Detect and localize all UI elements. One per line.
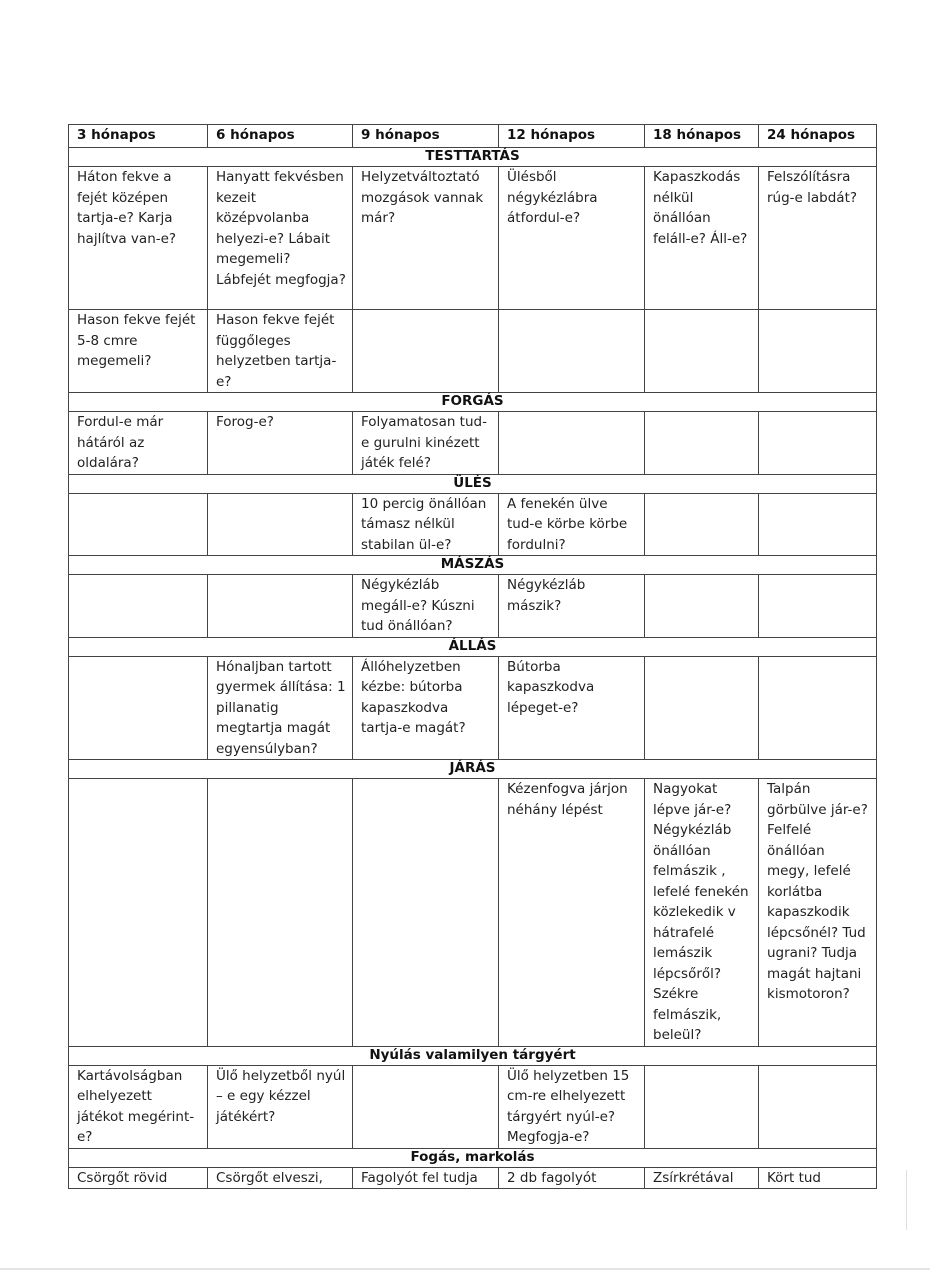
table-cell: Forog-e? bbox=[208, 412, 353, 475]
section-row bbox=[69, 1046, 877, 1065]
table-cell: Zsírkrétával bbox=[645, 1167, 759, 1189]
table-cell bbox=[759, 493, 877, 556]
header-3-months: 3 hónapos bbox=[69, 125, 208, 148]
section-row bbox=[69, 148, 877, 167]
table-cell: Kapaszkodás nélkül önállóan feláll-e? Áll-e? bbox=[645, 167, 759, 310]
table-cell: Ülő helyzetben 15 cm-re elhelyezett tárgyért nyúl-e? Megfogja-e? bbox=[499, 1065, 645, 1148]
table-cell bbox=[759, 1065, 877, 1148]
table-cell: Felszólításra rúg-e labdát? bbox=[759, 167, 877, 310]
section-row bbox=[69, 474, 877, 493]
table-cell: Ülésből négykézlábra átfordul-e? bbox=[499, 167, 645, 310]
table-cell: 10 percig önállóan támasz nélkül stabilan ül-e? bbox=[353, 493, 499, 556]
table-cell bbox=[645, 412, 759, 475]
table-cell: Kört tud bbox=[759, 1167, 877, 1189]
table-cell: Hanyatt fekvésben kezeit középvolanba helyezi-e? Lábait megemeli? Lábfejét megfogja? bbox=[208, 167, 353, 310]
table-cell bbox=[499, 310, 645, 393]
table-cell bbox=[208, 493, 353, 556]
section-fogas: Fogás, markolás bbox=[69, 1148, 877, 1167]
section-forgas: FORGÁS bbox=[69, 393, 877, 412]
table-cell: Csörgőt rövid bbox=[69, 1167, 208, 1189]
table-cell bbox=[353, 779, 499, 1047]
scan-edge-line-right bbox=[906, 1170, 907, 1230]
table-cell bbox=[208, 575, 353, 638]
table-cell: Csörgőt elveszi, bbox=[208, 1167, 353, 1189]
table-cell: Fagolyót fel tudja bbox=[353, 1167, 499, 1189]
section-row bbox=[69, 556, 877, 575]
table-row bbox=[69, 412, 877, 475]
table-cell: Hason fekve fejét 5-8 cmre megemeli? bbox=[69, 310, 208, 393]
table-cell: Állóhelyzetben kézbe: bútorba kapaszkodva tartja-e magát? bbox=[353, 656, 499, 760]
table-cell bbox=[645, 1065, 759, 1148]
section-jaras: JÁRÁS bbox=[69, 760, 877, 779]
table-cell: Hason fekve fejét függőleges helyzetben tartja-e? bbox=[208, 310, 353, 393]
table-row bbox=[69, 1065, 877, 1148]
header-row bbox=[69, 125, 877, 148]
table-cell: A fenekén ülve tud-e körbe körbe fordulni? bbox=[499, 493, 645, 556]
table-cell bbox=[208, 779, 353, 1047]
table-cell: Nagyokat lépve jár-e? Négykézláb önállóan felmászik , lefelé fenekén közlekedik v hátrafelé lemászik lépcsőről? Székre felmászik, beleül? bbox=[645, 779, 759, 1047]
table-cell bbox=[759, 412, 877, 475]
table-cell: Négykézláb megáll-e? Kúszni tud önállóan? bbox=[353, 575, 499, 638]
table-row bbox=[69, 310, 877, 393]
section-row bbox=[69, 637, 877, 656]
table-cell bbox=[499, 412, 645, 475]
table-row bbox=[69, 779, 877, 1047]
section-row bbox=[69, 1148, 877, 1167]
table-cell: Négykézláb mászik? bbox=[499, 575, 645, 638]
table-cell: Kartávolságban elhelyezett játékot megérint-e? bbox=[69, 1065, 208, 1148]
table-row bbox=[69, 575, 877, 638]
scan-edge-line bbox=[0, 1268, 930, 1270]
section-row bbox=[69, 393, 877, 412]
table-cell bbox=[759, 656, 877, 760]
table-cell bbox=[645, 575, 759, 638]
table-cell bbox=[759, 575, 877, 638]
table-cell: Háton fekve a fejét középen tartja-e? Karja hajlítva van-e? bbox=[69, 167, 208, 310]
table-cell bbox=[759, 310, 877, 393]
table-cell bbox=[353, 310, 499, 393]
table-cell: Helyzetváltoztató mozgások vannak már? bbox=[353, 167, 499, 310]
table-cell bbox=[645, 310, 759, 393]
header-18-months: 18 hónapos bbox=[645, 125, 759, 148]
table-cell bbox=[645, 656, 759, 760]
section-testtartas: TESTTARTÁS bbox=[69, 148, 877, 167]
table-cell: Kézenfogva járjon néhány lépést bbox=[499, 779, 645, 1047]
table-cell: Bútorba kapaszkodva lépeget-e? bbox=[499, 656, 645, 760]
section-allas: ÁLLÁS bbox=[69, 637, 877, 656]
table-row bbox=[69, 656, 877, 760]
section-nyulas: Nyúlás valamilyen tárgyért bbox=[69, 1046, 877, 1065]
table-cell: Fordul-e már hátáról az oldalára? bbox=[69, 412, 208, 475]
table-cell bbox=[69, 656, 208, 760]
table-row bbox=[69, 167, 877, 310]
header-24-months: 24 hónapos bbox=[759, 125, 877, 148]
table-row bbox=[69, 493, 877, 556]
section-ules: ÜLÉS bbox=[69, 474, 877, 493]
table-cell bbox=[69, 493, 208, 556]
table-cell: Hónaljban tartott gyermek állítása: 1 pillanatig megtartja magát egyensúlyban? bbox=[208, 656, 353, 760]
table-row bbox=[69, 1167, 877, 1189]
table-cell bbox=[645, 493, 759, 556]
section-row bbox=[69, 760, 877, 779]
table-cell bbox=[353, 1065, 499, 1148]
section-maszas: MÁSZÁS bbox=[69, 556, 877, 575]
development-milestones-table bbox=[68, 124, 877, 1189]
table-cell: 2 db fagolyót bbox=[499, 1167, 645, 1189]
table-cell bbox=[69, 779, 208, 1047]
header-12-months: 12 hónapos bbox=[499, 125, 645, 148]
header-6-months: 6 hónapos bbox=[208, 125, 353, 148]
table-cell bbox=[69, 575, 208, 638]
table-cell: Folyamatosan tud-e gurulni kinézett játék felé? bbox=[353, 412, 499, 475]
header-9-months: 9 hónapos bbox=[353, 125, 499, 148]
table-cell: Ülő helyzetből nyúl – e egy kézzel játékért? bbox=[208, 1065, 353, 1148]
table-cell: Talpán görbülve jár-e? Felfelé önállóan megy, lefelé korlátba kapaszkodik lépcsőnél? Tud ugrani? Tudja magát hajtani kismotoron? bbox=[759, 779, 877, 1047]
